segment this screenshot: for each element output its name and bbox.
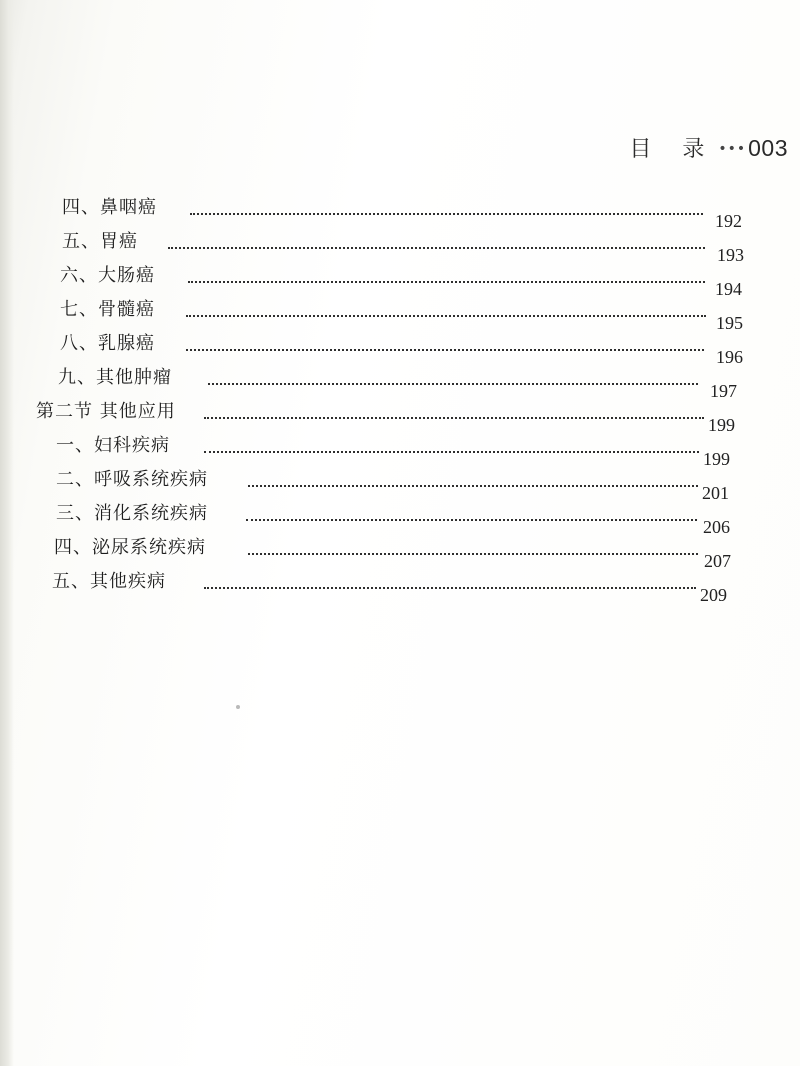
toc-entry-page: 201 — [702, 483, 729, 503]
toc-entry — [0, 261, 800, 297]
toc-entry — [0, 499, 800, 535]
header-dots: ••• — [718, 141, 747, 157]
toc-leader-dots — [186, 311, 706, 317]
toc-entry-page: 206 — [703, 517, 730, 537]
toc-leader-dots — [188, 277, 705, 283]
toc-entry — [0, 363, 800, 399]
paper-speck — [236, 705, 240, 709]
toc-leader-dots — [248, 481, 698, 487]
toc-entry — [0, 227, 800, 263]
toc-entry-page: 207 — [704, 551, 731, 571]
toc-leader-dots — [208, 379, 698, 385]
toc-entry-page: 197 — [710, 381, 737, 401]
toc-leader-dots — [204, 447, 699, 453]
toc-entry-page: 196 — [716, 347, 743, 367]
toc-entry — [0, 193, 800, 229]
toc-entry-page: 199 — [703, 449, 730, 469]
toc-entry-label: 六、大肠癌 — [60, 265, 155, 286]
toc-entry-label: 一、妇科疾病 — [56, 435, 170, 456]
toc-leader-dots — [168, 243, 705, 249]
toc-entry-page: 194 — [715, 279, 742, 299]
toc-entry — [0, 567, 800, 603]
toc-entry-page: 195 — [716, 313, 743, 333]
toc-leader-dots — [246, 515, 697, 521]
toc-entry-label: 四、鼻咽癌 — [62, 197, 157, 218]
toc-entry-label: 九、其他肿瘤 — [58, 367, 172, 388]
toc-section-label: 第二节 其他应用 — [36, 401, 176, 422]
header-title: 目 录 — [629, 137, 717, 162]
toc-section-entry — [0, 397, 800, 433]
toc-leader-dots — [248, 549, 698, 555]
toc-entry-page: 193 — [717, 245, 744, 265]
toc-entry — [0, 295, 800, 331]
toc-leader-dots — [186, 345, 704, 351]
toc-leader-dots — [204, 583, 696, 589]
toc-entry — [0, 465, 800, 501]
toc-leader-dots — [204, 413, 704, 419]
toc-entry-label: 五、胃癌 — [62, 231, 138, 252]
toc-leader-dots — [190, 209, 703, 215]
toc-entry-label: 四、泌尿系统疾病 — [54, 537, 206, 558]
header-page-number: 003 — [748, 135, 788, 161]
toc-entry-label: 二、呼吸系统疾病 — [56, 469, 208, 490]
toc-entry-label: 五、其他疾病 — [52, 571, 166, 592]
toc-entry-label: 三、消化系统疾病 — [56, 503, 208, 524]
toc-entry-label: 八、乳腺癌 — [60, 333, 155, 354]
toc-entry-page: 199 — [708, 415, 735, 435]
toc-entry-label: 七、骨髓癌 — [60, 299, 155, 320]
toc-entry-page: 209 — [700, 585, 727, 605]
toc-entry — [0, 329, 800, 365]
toc-entry-page: 192 — [715, 211, 742, 231]
toc-entry — [0, 533, 800, 569]
toc-entry — [0, 431, 800, 467]
